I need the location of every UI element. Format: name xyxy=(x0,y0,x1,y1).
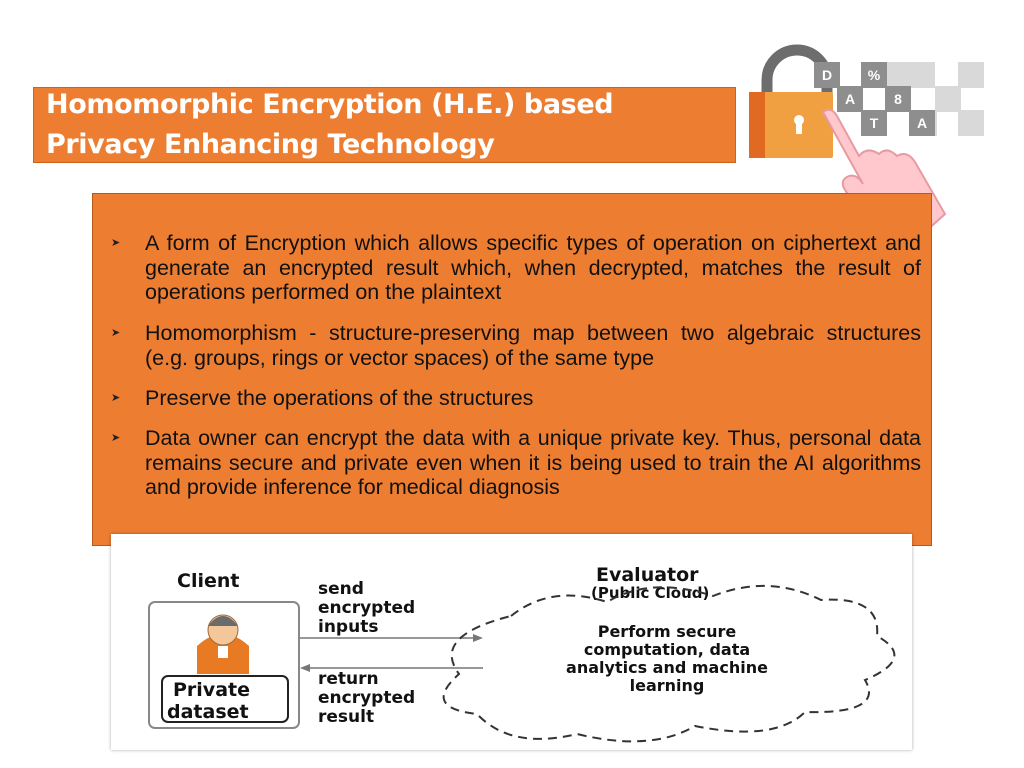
title-banner xyxy=(33,87,736,163)
dataset-line-2: dataset xyxy=(167,701,249,723)
title-line-1: Homomorphic Encryption (H.E.) based xyxy=(46,89,614,120)
arrow-bullet-icon: ➤ xyxy=(111,432,121,444)
cloud-line-3: analytics and machine xyxy=(566,658,768,677)
send-line-1: send xyxy=(318,579,364,599)
cloud-line-2: computation, data xyxy=(583,640,751,659)
content-panel xyxy=(92,193,932,546)
send-line-2: encrypted xyxy=(318,598,416,618)
dataset-line-1: Private xyxy=(173,679,250,701)
cloud-line-4: learning xyxy=(629,676,705,695)
cloud-line-1: Perform secure xyxy=(597,622,737,641)
logo-tile: % xyxy=(861,62,887,88)
logo-tile: 8 xyxy=(885,86,911,112)
arrow-bullet-icon: ➤ xyxy=(111,327,121,339)
client-label: Client xyxy=(177,570,240,592)
logo-tile: T xyxy=(861,110,887,136)
bullet-item xyxy=(111,321,921,370)
return-arrowhead-icon xyxy=(300,664,310,672)
send-arrowhead-icon xyxy=(473,634,483,642)
arrow-bullet-icon: ➤ xyxy=(111,392,121,404)
bullet-text: Homomorphism - structure-preserving map between two algebraic structures (e.g. groups, rings or vector spaces) of the same type xyxy=(145,321,921,370)
evaluator-title: Evaluator xyxy=(596,564,699,586)
bullet-text: Data owner can encrypt the data with a unique private key. Thus, personal data remains secure and private even when it is being used to train the AI algorithms and provide inference for medical diagnosis xyxy=(145,426,921,499)
arrow-bullet-icon: ➤ xyxy=(111,237,121,249)
bullet-item xyxy=(111,426,921,500)
evaluator-subtitle: (Public Cloud) xyxy=(591,584,710,602)
logo-tile: D xyxy=(814,62,840,88)
return-line-2: encrypted xyxy=(318,688,416,708)
logo-tile: A xyxy=(837,86,863,112)
return-line-1: return xyxy=(318,669,379,689)
send-line-3: inputs xyxy=(318,617,379,637)
return-line-3: result xyxy=(318,707,375,727)
bullet-item xyxy=(111,231,921,305)
bullet-item xyxy=(111,386,921,411)
he-workflow-diagram xyxy=(111,534,912,750)
bullet-text: Preserve the operations of the structures xyxy=(145,386,534,410)
title-line-2: Privacy Enhancing Technology xyxy=(46,129,495,160)
logo-tile: A xyxy=(909,110,935,136)
bullet-text: A form of Encryption which allows specific types of operation on ciphertext and generate an encrypted result which, when decrypted, matches the result of operations performed on the plaintext xyxy=(145,231,921,304)
